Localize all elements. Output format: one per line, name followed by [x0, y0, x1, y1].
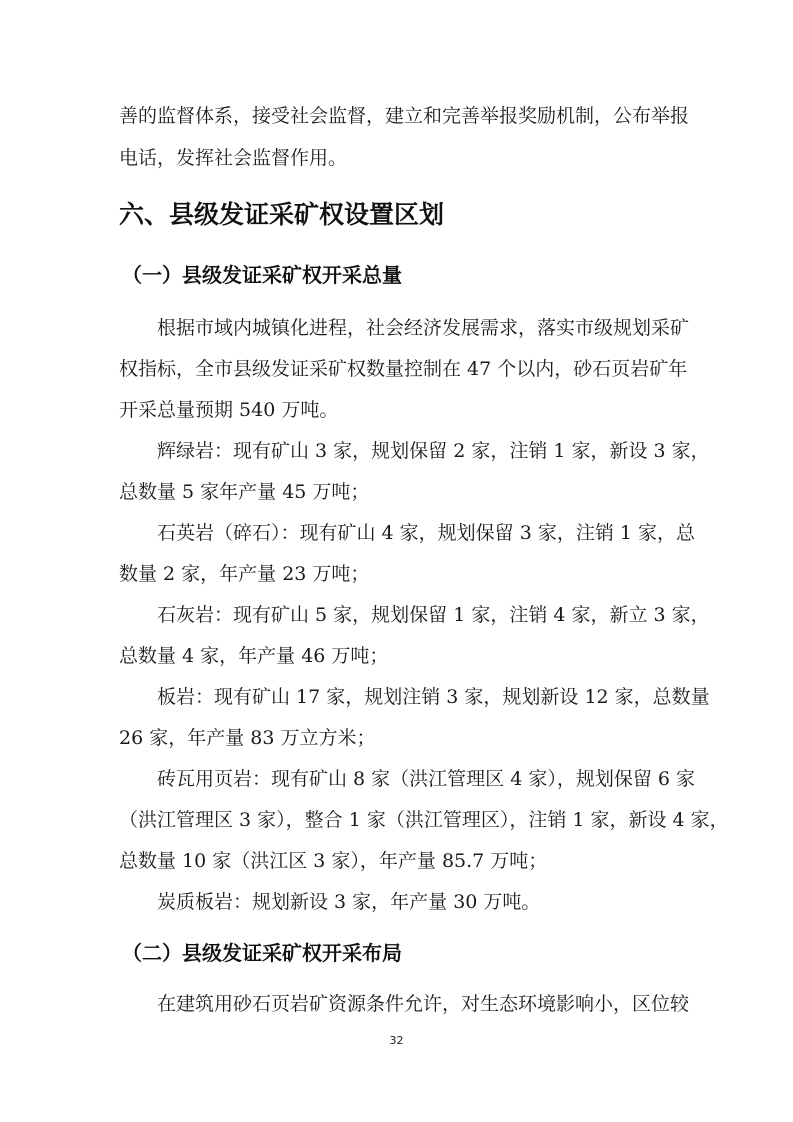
list-item-line: 石英岩（碎石）：现有矿山 4 家，规划保留 3 家，注销 1 家，总: [157, 522, 696, 544]
page-number: 32: [389, 1034, 404, 1047]
section-title: 六、县级发证采矿权设置区划: [119, 200, 445, 229]
list-item-line: 石灰岩：现有矿山 5 家，规划保留 1 家，注销 4 家，新立 3 家，: [157, 604, 710, 626]
list-item-line: 板岩：现有矿山 17 家，规划注销 3 家，规划新设 12 家，总数量: [157, 686, 710, 708]
list-item-line: （洪江管理区 3 家），整合 1 家（洪江管理区），注销 1 家，新设 4 家，: [119, 809, 729, 831]
list-item-line: 砖瓦用页岩：现有矿山 8 家（洪江管理区 4 家），规划保留 6 家: [157, 768, 696, 790]
paragraph-line: 权指标，全市县级发证采矿权数量控制在 47 个以内，砂石页岩矿年: [119, 358, 688, 380]
paragraph-line: 在建筑用砂石页岩矿资源条件允许，对生态环境影响小，区位较: [157, 993, 690, 1015]
list-item-line: 辉绿岩：现有矿山 3 家，规划保留 2 家，注销 1 家，新设 3 家，: [157, 440, 710, 462]
list-item-line: 26 家，年产量 83 万立方米；: [119, 727, 376, 749]
list-item-line: 数量 2 家，年产量 23 万吨；: [119, 563, 370, 585]
list-item-line: 炭质板岩：规划新设 3 家，年产量 30 万吨。: [157, 891, 541, 913]
paragraph-line: 开采总量预期 540 万吨。: [119, 399, 339, 421]
list-item-line: 总数量 10 家（洪江区 3 家），年产量 85.7 万吨；: [119, 850, 548, 872]
paragraph-line: 善的监督体系，接受社会监督，建立和完善举报奖励机制，公布举报: [119, 105, 690, 127]
subsection-title: （二）县级发证采矿权开采布局: [122, 941, 402, 965]
paragraph-line: 根据市域内城镇化进程，社会经济发展需求，落实市级规划采矿: [157, 317, 690, 339]
list-item-line: 总数量 5 家年产量 45 万吨；: [119, 481, 370, 503]
list-item-line: 总数量 4 家，年产量 46 万吨；: [119, 645, 389, 667]
paragraph-line: 电话，发挥社会监督作用。: [119, 147, 348, 169]
subsection-title: （一）县级发证采矿权开采总量: [122, 263, 402, 287]
